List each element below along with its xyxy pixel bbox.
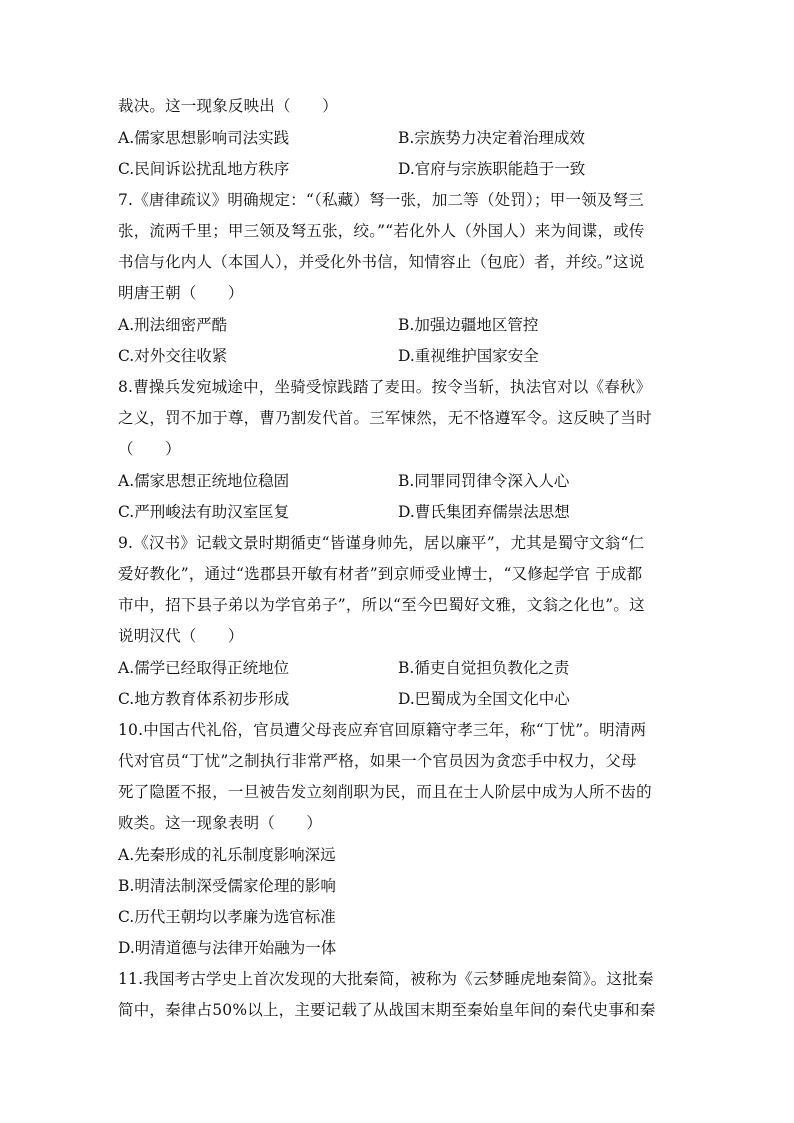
- q10-option-a: A.先秦形成的礼乐制度影响深远: [118, 846, 336, 864]
- q8-option-c: C.严刑峻法有助汉室匡复: [118, 503, 290, 521]
- q9-option-a: A.儒学已经取得正统地位: [118, 659, 290, 677]
- q7-stem-line-2: 张，流两千里；甲三领及弩五张，绞。”“若化外人（外国人）来为间谍，或传: [118, 222, 645, 240]
- q10-stem-line-1: 10.中国古代礼俗，官员遭父母丧应弃官回原籍守孝三年，称“丁忧”。明清两: [118, 721, 647, 739]
- q10-stem-line-2: 代对官员“丁忧”之制执行非常严格，如果一个官员因为贪恋手中权力，父母: [118, 752, 637, 770]
- q9-stem-line-1: 9.《汉书》记载文景时期循吏“皆谨身帅先，居以廉平”，尤其是蜀守文翁“仁: [118, 534, 645, 552]
- q9-option-d: D.巴蜀成为全国文化中心: [398, 690, 570, 708]
- q6-option-a: A.儒家思想影响司法实践: [118, 129, 290, 147]
- q11-stem-line-1: 11.我国考古学史上首次发现的大批秦简，被称为《云梦睡虎地秦简》。这批秦: [118, 970, 654, 988]
- q10-option-d: D.明清道德与法律开始融为一体: [118, 939, 337, 957]
- q7-option-a: A.刑法细密严酷: [118, 316, 228, 334]
- q7-stem-line-4: 明唐王朝（ ）: [118, 284, 244, 302]
- q6-option-b: B.宗族势力决定着治理成效: [398, 129, 585, 147]
- q6-option-c: C.民间诉讼扰乱地方秩序: [118, 160, 290, 178]
- q10-option-b: B.明清法制深受儒家伦理的影响: [118, 877, 336, 895]
- q11-stem-line-2: 简中，秦律占50%以上，主要记载了从战国末期至秦始皇年间的秦代史事和秦: [118, 1001, 656, 1019]
- q9-option-b: B.循吏自觉担负教化之责: [398, 659, 570, 677]
- q6-option-d: D.官府与宗族职能趋于一致: [398, 160, 586, 178]
- q9-stem-line-4: 说明汉代（ ）: [118, 627, 244, 645]
- q7-option-c: C.对外交往收紧: [118, 347, 228, 365]
- q8-stem-line-2: 之义，罚不加于尊，曹乃割发代首。三军悚然，无不恪遵军令。这反映了当时: [118, 409, 652, 427]
- q8-option-b: B.同罪同罚律令深入人心: [398, 472, 570, 490]
- q7-option-d: D.重视维护国家安全: [398, 347, 539, 365]
- q7-stem-line-3: 书信与化内人（本国人），并受化外书信，知情容止（包庇）者，并绞。”这说: [118, 253, 645, 271]
- q8-option-d: D.曹氏集团弃儒崇法思想: [398, 503, 570, 521]
- q9-stem-line-3: 市中，招下县子弟以为学官弟子”，所以“至今巴蜀好文雅，文翁之化也”。这: [118, 596, 645, 614]
- q10-stem-line-4: 败类。这一现象表明（ ）: [118, 814, 323, 832]
- q10-stem-line-3: 死了隐匿不报，一旦被告发立刻削职为民，而且在士人阶层中成为人所不齿的: [118, 783, 652, 801]
- q8-stem-line-1: 8.曹操兵发宛城途中，坐骑受惊践踏了麦田。按令当斩，执法官对以《春秋》: [118, 378, 652, 396]
- q8-option-a: A.儒家思想正统地位稳固: [118, 472, 290, 490]
- q8-stem-line-3: （ ）: [118, 440, 181, 458]
- q7-option-b: B.加强边疆地区管控: [398, 316, 539, 334]
- q9-stem-line-2: 爱好教化”，通过“选郡县开敏有材者”到京师受业博士，“又修起学官 于成都: [118, 565, 643, 583]
- q6-stem-tail: 裁决。这一现象反映出（ ）: [118, 97, 338, 115]
- q7-stem-line-1: 7.《唐律疏议》明确规定：“（私藏）弩一张，加二等（处罚）；甲一领及弩三: [118, 191, 644, 209]
- q10-option-c: C.历代王朝均以孝廉为选官标准: [118, 908, 336, 926]
- q9-option-c: C.地方教育体系初步形成: [118, 690, 290, 708]
